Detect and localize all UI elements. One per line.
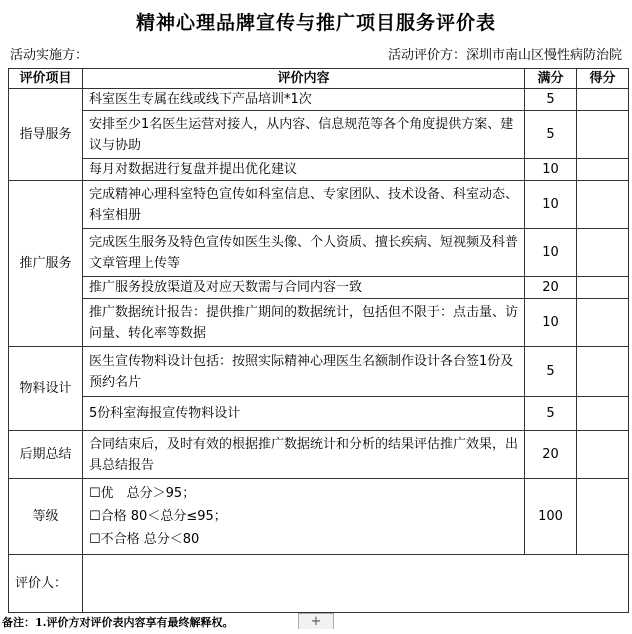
row-score-cell[interactable]	[577, 431, 629, 479]
section-guidance: 指导服务	[9, 89, 83, 181]
row-content: 完成医生服务及特色宣传如医生头像、个人资质、擅长疾病、短视频及科普文章管理上传等	[83, 229, 525, 277]
section-materials: 物料设计	[9, 347, 83, 431]
row-content: 完成精神心理科室特色宣传如科室信息、专家团队、技术设备、科室动态、科室相册	[83, 181, 525, 229]
table-row	[9, 159, 629, 181]
section-summary: 后期总结	[9, 431, 83, 479]
grade-score-cell[interactable]	[577, 479, 629, 555]
header-score: 得分	[577, 69, 629, 89]
row-full-score: 5	[525, 111, 577, 159]
row-full-score: 10	[525, 159, 577, 181]
table-row	[9, 277, 629, 299]
row-content: 医生宣传物料设计包括：按照实际精神心理医生名额制作设计各台签1份及预约名片	[83, 347, 525, 397]
row-full-score: 10	[525, 181, 577, 229]
section-grade: 等级	[9, 479, 83, 555]
row-score-cell[interactable]	[577, 111, 629, 159]
grade-full-score: 100	[525, 479, 577, 555]
row-full-score: 5	[525, 397, 577, 431]
executor-label: 活动实施方：	[10, 48, 89, 63]
header-row	[9, 69, 629, 89]
row-content: 科室医生专属在线或线下产品培训*1次	[83, 89, 525, 111]
row-score-cell[interactable]	[577, 397, 629, 431]
grade-tier-excellent[interactable]: ☐优 总分＞95；	[89, 486, 196, 501]
grade-tier-fail[interactable]: ☐不合格 总分＜80	[89, 532, 200, 547]
row-full-score: 5	[525, 347, 577, 397]
table-row	[9, 431, 629, 479]
header-content: 评价内容	[83, 69, 525, 89]
row-full-score: 20	[525, 431, 577, 479]
row-content: 每月对数据进行复盘并提出优化建议	[83, 159, 525, 181]
add-sheet-button[interactable]: +	[298, 613, 334, 629]
row-full-score: 10	[525, 299, 577, 347]
header-full-score: 满分	[525, 69, 577, 89]
row-content: 合同结束后，及时有效的根据推广数据统计和分析的结果评估推广效果，出具总结报告	[83, 431, 525, 479]
footnote: 备注：1.评价方对评价表内容享有最终解释权。	[2, 616, 234, 629]
table-row	[9, 89, 629, 111]
row-score-cell[interactable]	[577, 159, 629, 181]
row-full-score: 20	[525, 277, 577, 299]
table-row	[9, 229, 629, 277]
grade-row	[9, 479, 629, 555]
row-score-cell[interactable]	[577, 299, 629, 347]
evaluator-org: 活动评价方：深圳市南山区慢性病防治院	[387, 48, 622, 63]
section-promotion: 推广服务	[9, 181, 83, 347]
row-content: 5份科室海报宣传物料设计	[83, 397, 525, 431]
row-full-score: 10	[525, 229, 577, 277]
header-item: 评价项目	[9, 69, 83, 89]
page-title: 精神心理品牌宣传与推广项目服务评价表	[135, 12, 496, 34]
row-score-cell[interactable]	[577, 277, 629, 299]
table-row	[9, 111, 629, 159]
row-content: 推广数据统计报告：提供推广期间的数据统计，包括但不限于：点击量、访问量、转化率等数据	[83, 299, 525, 347]
evaluation-table	[8, 68, 629, 613]
row-content: 推广服务投放渠道及对应天数需与合同内容一致	[83, 277, 525, 299]
evaluator-signature-cell[interactable]	[83, 555, 629, 613]
table-row	[9, 181, 629, 229]
row-full-score: 5	[525, 89, 577, 111]
row-score-cell[interactable]	[577, 347, 629, 397]
row-score-cell[interactable]	[577, 181, 629, 229]
grade-tier-pass[interactable]: ☐合格 80＜总分≤95；	[89, 509, 227, 524]
table-row	[9, 397, 629, 431]
evaluator-label: 评价人：	[9, 555, 83, 613]
row-content: 安排至少1名医生运营对接人，从内容、信息规范等各个角度提供方案、建议与协助	[83, 111, 525, 159]
grade-tiers	[83, 479, 525, 555]
row-score-cell[interactable]	[577, 89, 629, 111]
table-row	[9, 347, 629, 397]
evaluator-row	[9, 555, 629, 613]
row-score-cell[interactable]	[577, 229, 629, 277]
table-row	[9, 299, 629, 347]
